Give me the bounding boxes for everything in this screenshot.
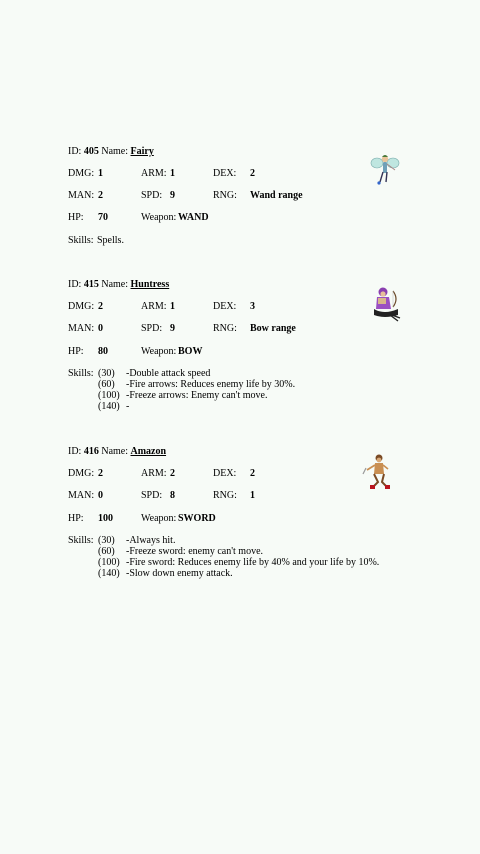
dmg-value: 2 xyxy=(98,468,103,479)
dex-label: DEX: xyxy=(213,168,237,179)
skill-text: -Slow down enemy attack. xyxy=(126,568,233,579)
id-label: ID: xyxy=(68,146,82,157)
id-row xyxy=(68,279,169,291)
skill-text: Spells. xyxy=(97,235,124,246)
rng-label: RNG: xyxy=(213,190,237,201)
rng-value: Wand range xyxy=(250,190,303,201)
dmg-label: DMG: xyxy=(68,468,95,479)
man-value: 0 xyxy=(98,490,103,501)
hp-label: HP: xyxy=(68,346,84,357)
skill-row xyxy=(98,390,267,401)
skill-text: -Freeze arrows: Enemy can't move. xyxy=(126,390,268,401)
spd-value: 9 xyxy=(170,190,175,201)
unit-card-huntress xyxy=(68,279,468,429)
arm-label: ARM: xyxy=(141,168,167,179)
skill-level: (100) xyxy=(98,390,120,401)
unit-name-link[interactable]: Fairy xyxy=(130,146,154,157)
dmg-value: 1 xyxy=(98,168,103,179)
spd-label: SPD: xyxy=(141,490,163,501)
skills-label: Skills: xyxy=(68,535,94,546)
arm-label: ARM: xyxy=(141,468,167,479)
hp-value: 100 xyxy=(98,513,113,524)
skill-text: - xyxy=(126,401,130,412)
skill-level: (60) xyxy=(98,546,115,557)
skill-level: (60) xyxy=(98,379,115,390)
weapon-value: BOW xyxy=(178,346,203,357)
skill-text: -Fire sword: Reduces enemy life by 40% and your life by 10%. xyxy=(126,557,380,568)
unit-card-amazon xyxy=(68,446,468,596)
id-row xyxy=(68,146,154,158)
hp-label: HP: xyxy=(68,212,84,223)
unit-name-link[interactable]: Amazon xyxy=(130,446,167,457)
rng-value: Bow range xyxy=(250,323,296,334)
man-value: 0 xyxy=(98,323,103,334)
skill-row xyxy=(98,401,129,412)
weapon-value: WAND xyxy=(178,212,209,223)
name-label: Name: xyxy=(101,279,128,290)
hp-label: HP: xyxy=(68,513,84,524)
skill-row xyxy=(98,546,263,557)
skills-label: Skills: xyxy=(68,235,94,246)
skill-level: (140) xyxy=(98,568,120,579)
arm-value: 1 xyxy=(170,168,175,179)
skill-row xyxy=(98,379,295,390)
skill-row xyxy=(98,557,379,568)
weapon-label: Weapon: xyxy=(141,513,177,524)
huntress-sprite-icon xyxy=(368,285,402,325)
skill-row xyxy=(98,368,210,379)
arm-value: 1 xyxy=(170,301,175,312)
id-value: 415 xyxy=(83,279,99,290)
skill-level: (140) xyxy=(98,401,120,412)
man-label: MAN: xyxy=(68,323,95,334)
dmg-label: DMG: xyxy=(68,168,95,179)
spd-label: SPD: xyxy=(141,190,163,201)
skill-text: -Always hit. xyxy=(126,535,176,546)
id-value: 405 xyxy=(83,146,99,157)
spd-value: 8 xyxy=(170,490,175,501)
name-label: Name: xyxy=(101,146,128,157)
rng-label: RNG: xyxy=(213,323,237,334)
arm-value: 2 xyxy=(170,468,175,479)
unit-card-fairy xyxy=(68,146,468,296)
skill-text: -Double attack speed xyxy=(126,368,211,379)
skill-level: (30) xyxy=(98,535,115,546)
arm-label: ARM: xyxy=(141,301,167,312)
rng-value: 1 xyxy=(250,490,255,501)
dmg-label: DMG: xyxy=(68,301,95,312)
dex-value: 2 xyxy=(250,168,255,179)
dmg-value: 2 xyxy=(98,301,103,312)
dex-label: DEX: xyxy=(213,301,237,312)
skill-level: (100) xyxy=(98,557,120,568)
man-label: MAN: xyxy=(68,490,95,501)
skills-label: Skills: xyxy=(68,368,94,379)
hp-value: 80 xyxy=(98,346,108,357)
skill-row xyxy=(98,535,175,546)
skill-level: (30) xyxy=(98,368,115,379)
weapon-label: Weapon: xyxy=(141,212,177,223)
id-label: ID: xyxy=(68,279,82,290)
spd-value: 9 xyxy=(170,323,175,334)
amazon-sprite-icon xyxy=(362,452,396,492)
man-value: 2 xyxy=(98,190,103,201)
hp-value: 70 xyxy=(98,212,108,223)
dex-label: DEX: xyxy=(213,468,237,479)
spd-label: SPD: xyxy=(141,323,163,334)
skill-row xyxy=(98,568,233,579)
man-label: MAN: xyxy=(68,190,95,201)
dex-value: 3 xyxy=(250,301,255,312)
id-value: 416 xyxy=(83,446,99,457)
name-label: Name: xyxy=(101,446,128,457)
weapon-value: SWORD xyxy=(178,513,216,524)
id-label: ID: xyxy=(68,446,82,457)
rng-label: RNG: xyxy=(213,490,237,501)
weapon-label: Weapon: xyxy=(141,346,177,357)
unit-name-link[interactable]: Huntress xyxy=(130,279,170,290)
skill-text: -Freeze sword: enemy can't move. xyxy=(126,546,264,557)
dex-value: 2 xyxy=(250,468,255,479)
fairy-sprite-icon xyxy=(368,150,402,190)
id-row xyxy=(68,446,166,458)
skill-text: -Fire arrows: Reduces enemy life by 30%. xyxy=(126,379,296,390)
